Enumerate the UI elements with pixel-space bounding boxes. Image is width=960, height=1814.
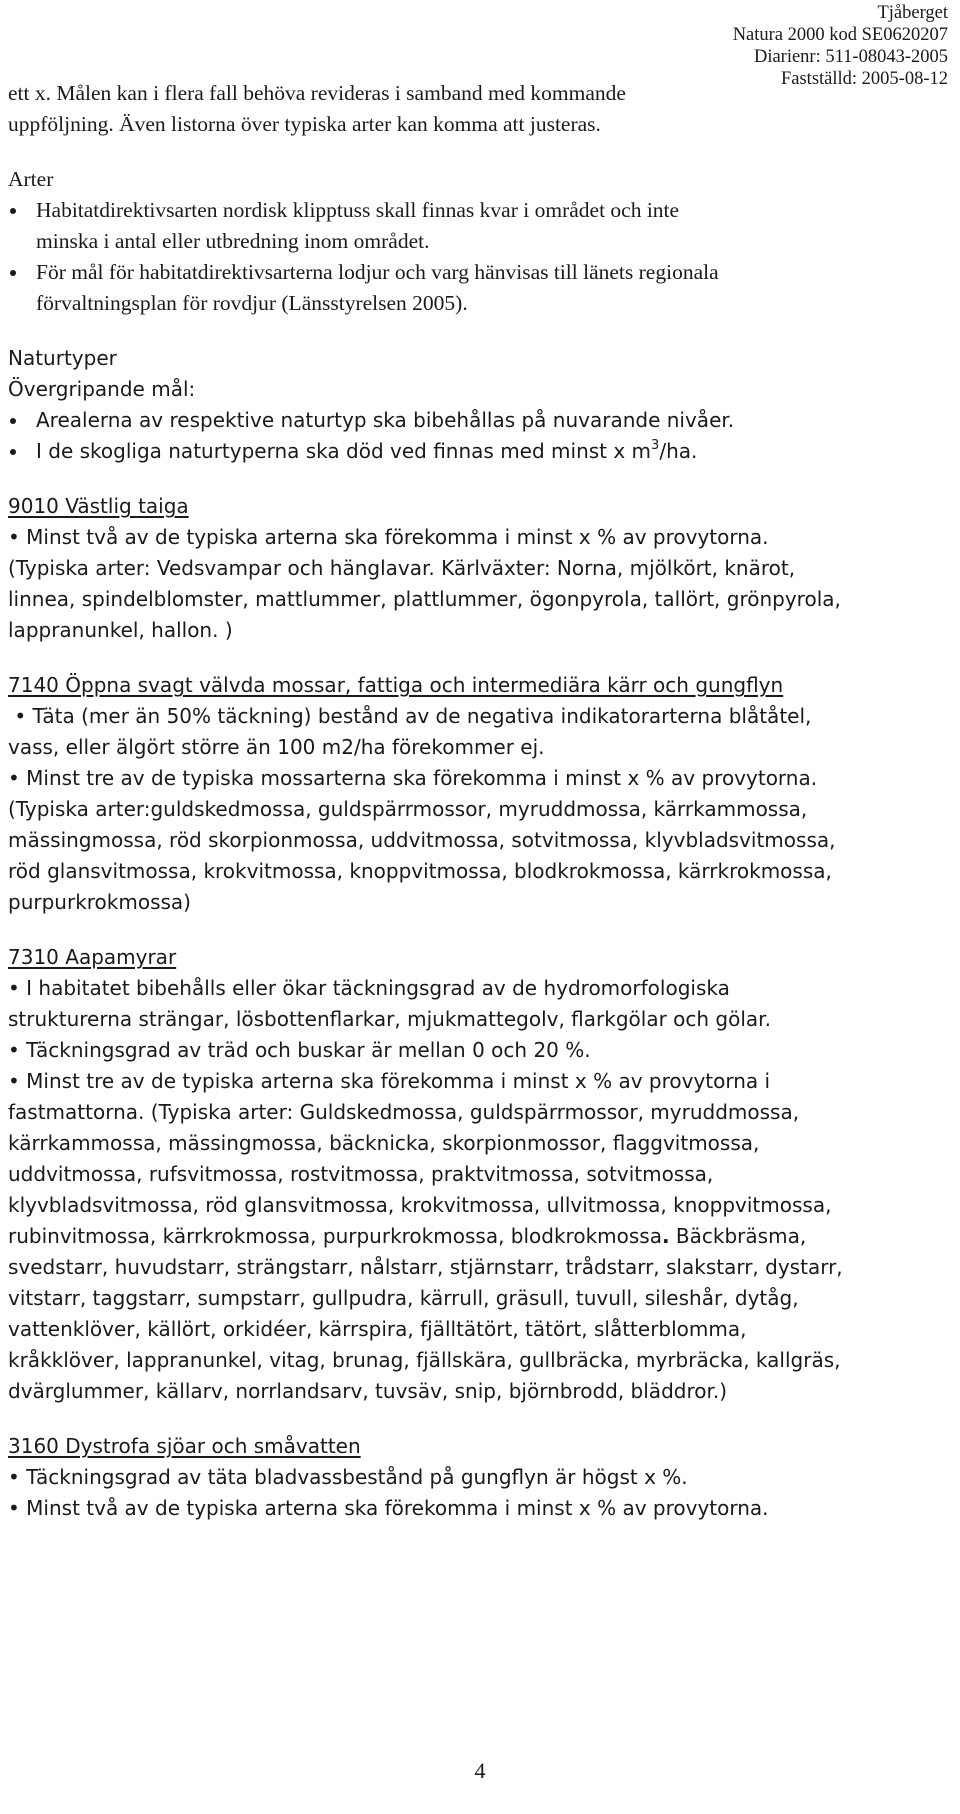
header-date: Fastställd: 2005-08-12 [780, 69, 948, 89]
mossar-species-paragraph [8, 794, 953, 918]
mossar-list-b [8, 763, 953, 794]
bold-period: . [661, 1224, 670, 1248]
list-item-line: förvaltningsplan för rovdjur (Länsstyrelsen 2005). [36, 291, 468, 315]
list-item: • Minst två av de typiska arterna ska förekomma i minst x % av provytorna. [8, 522, 953, 553]
section-heading-taiga: 9010 Västlig taiga [8, 494, 189, 518]
section-heading-arter: Arter [8, 167, 54, 191]
aapamyrar-species-paragraph [8, 1097, 953, 1407]
paragraph-line: uddvitmossa, rufsvitmossa, rostvitmossa, praktvitmossa, sotvitmossa, [8, 1162, 714, 1186]
list-item: • Minst tre av de typiska mossarterna ska förekomma i minst x % av provytorna. [8, 763, 953, 794]
paragraph-line: purpurkrokmossa) [8, 890, 191, 914]
aapamyrar-list-a [8, 973, 953, 1004]
paragraph-line: lappranunkel, hallon. ) [8, 618, 233, 642]
paragraph-line: (Typiska arter:guldskedmossa, guldspärrmossor, myruddmossa, kärrkammossa, [8, 797, 808, 821]
list-item-text: /ha. [659, 439, 698, 463]
list-item-continuation: vass, eller älgört större än 100 m2/ha förekommer ej. [8, 735, 545, 759]
intro-line: uppföljning. Även listorna över typiska arter kan komma att justeras. [8, 112, 601, 136]
list-item [8, 436, 953, 467]
header-diarienr: Diarienr: 511-08043-2005 [753, 47, 948, 67]
section-heading-sjoar: 3160 Dystrofa sjöar och småvatten [8, 1434, 361, 1458]
paragraph-line: svedstarr, huvudstarr, strängstarr, nålstarr, stjärnstarr, trådstarr, slakstarr, dystarr, [8, 1255, 843, 1279]
list-item: • Minst tre av de typiska arterna ska förekomma i minst x % av provytorna i [8, 1066, 953, 1097]
list-item: • Täta (mer än 50% täckning) bestånd av de negativa indikatorarterna blåtåtel, [8, 701, 953, 732]
paragraph-line: mässingmossa, röd skorpionmossa, uddvitmossa, sotvitmossa, klyvbladsvitmossa, [8, 828, 836, 852]
naturtyper-subheading: Övergripande mål: [8, 377, 196, 401]
list-item: Arealerna av respektive naturtyp ska bibehållas på nuvarande nivåer. [8, 405, 953, 436]
aapamyrar-section [8, 942, 953, 1407]
text-run: Bäckbräsma, [669, 1224, 807, 1248]
intro-paragraph [8, 78, 953, 140]
list-item [8, 195, 953, 257]
naturtyper-list [8, 405, 953, 467]
taiga-species-paragraph [8, 553, 953, 646]
list-item: • Täckningsgrad av täta bladvassbestånd på gungflyn är högst x %. [8, 1462, 953, 1493]
section-heading-aapamyrar: 7310 Aapamyrar [8, 945, 177, 969]
superscript: 3 [651, 438, 660, 453]
paragraph-line: vitstarr, taggstarr, sumpstarr, gullpudra, kärrull, gräsull, tuvull, sileshår, dytåg, [8, 1286, 799, 1310]
aapamyrar-list-b [8, 1035, 953, 1097]
list-item: • Minst två av de typiska arterna ska förekomma i minst x % av provytorna. [8, 1493, 953, 1524]
paragraph-line: dvärglummer, källarv, norrlandsarv, tuvsäv, snip, björnbrodd, bläddror.) [8, 1379, 728, 1403]
intro-line: ett x. Målen kan i flera fall behöva revideras i samband med kommande [8, 81, 626, 105]
list-item [8, 257, 953, 319]
section-heading-mossar: 7140 Öppna svagt välvda mossar, fattiga och intermediära kärr och gungflyn [8, 673, 784, 697]
text-run: rubinvitmossa, kärrkrokmossa, purpurkrokmossa, blodkrokmossa [8, 1224, 662, 1248]
section-heading-naturtyper: Naturtyper [8, 346, 117, 370]
sjoar-section [8, 1431, 953, 1524]
list-item: • Täckningsgrad av träd och buskar är mellan 0 och 20 %. [8, 1035, 953, 1066]
taiga-list [8, 522, 953, 553]
document-header [733, 2, 948, 90]
paragraph-line: kråkklöver, lappranunkel, vitag, brunag, fjällskära, gullbräcka, myrbräcka, kallgräs, [8, 1348, 841, 1372]
list-item-continuation: strukturerna strängar, lösbottenflarkar, mjukmattegolv, flarkgölar och gölar. [8, 1007, 771, 1031]
paragraph-line: fastmattorna. (Typiska arter: Guldskedmossa, guldspärrmossor, myruddmossa, [8, 1100, 800, 1124]
paragraph-line: röd glansvitmossa, krokvitmossa, knoppvitmossa, blodkrokmossa, kärrkrokmossa, [8, 859, 832, 883]
paragraph-line: (Typiska arter: Vedsvampar och hänglavar. Kärlväxter: Norna, mjölkört, knärot, [8, 556, 796, 580]
list-item-text: I de skogliga naturtyperna ska död ved finnas med minst x m [36, 439, 652, 463]
arter-list [8, 195, 953, 319]
sjoar-list [8, 1462, 953, 1524]
list-item-line: För mål för habitatdirektivsarterna lodjur och varg hänvisas till länets regionala [36, 260, 719, 284]
naturtyper-section [8, 343, 953, 467]
header-site-name: Tjåberget [877, 3, 948, 23]
mossar-section [8, 670, 953, 918]
paragraph-line: klyvbladsvitmossa, röd glansvitmossa, krokvitmossa, ullvitmossa, knoppvitmossa, [8, 1193, 832, 1217]
page-number: 4 [474, 1758, 486, 1783]
paragraph-line: kärrkammossa, mässingmossa, bäcknicka, skorpionmossor, flaggvitmossa, [8, 1131, 760, 1155]
list-item-line: minska i antal eller utbredning inom området. [36, 229, 430, 253]
list-item-line: Habitatdirektivsarten nordisk klipptuss skall finnas kvar i området och inte [36, 198, 680, 222]
paragraph-line: linnea, spindelblomster, mattlummer, plattlummer, ögonpyrola, tallört, grönpyrola, [8, 587, 841, 611]
paragraph-line: vattenklöver, källört, orkidéer, kärrspira, fjälltätört, tätört, slåtterblomma, [8, 1317, 747, 1341]
header-natura-code: Natura 2000 kod SE0620207 [732, 25, 948, 45]
page-content [8, 78, 953, 1524]
paragraph-line [8, 1224, 806, 1248]
list-item: • I habitatet bibehålls eller ökar täckningsgrad av de hydromorfologiska [8, 973, 953, 1004]
taiga-section [8, 491, 953, 646]
mossar-list-a [8, 701, 953, 732]
